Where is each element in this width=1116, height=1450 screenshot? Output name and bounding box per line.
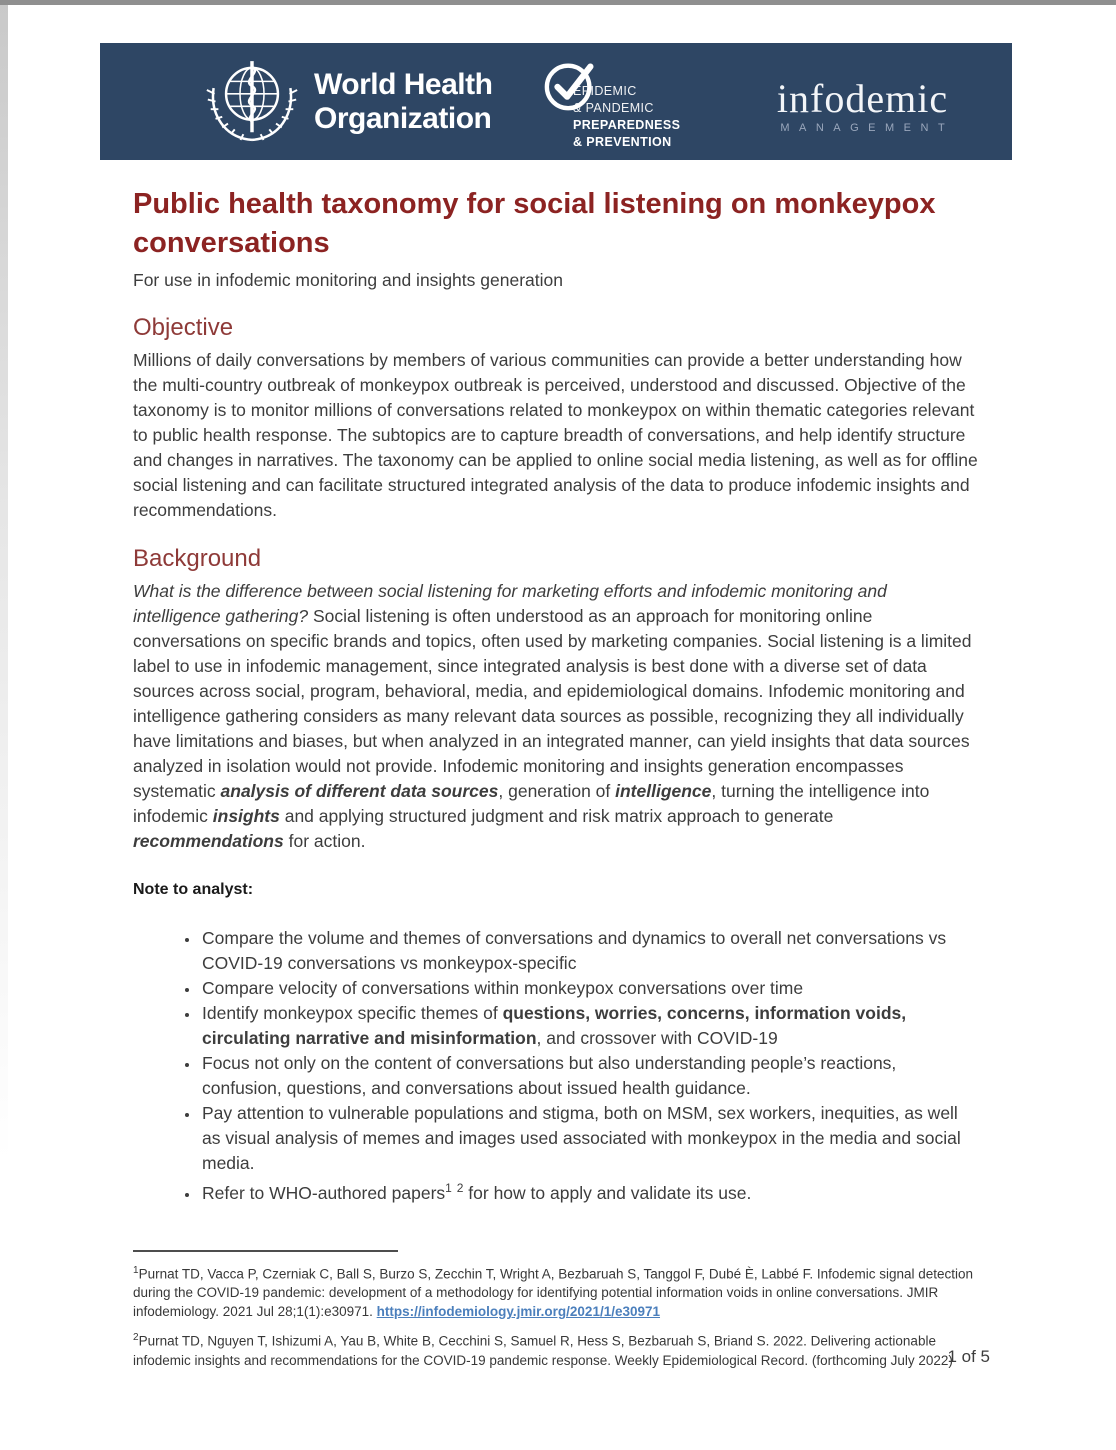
- who-emblem-icon: [204, 55, 300, 148]
- note-bullet-6-run2: for how to apply and validate its use.: [463, 1182, 752, 1203]
- infodemic-management-logo: [720, 76, 1005, 134]
- epp-line4: & PREVENTION: [573, 135, 672, 149]
- note-bullet-3-run1: Identify monkeypox specific themes of: [202, 1003, 503, 1023]
- footnote-1: [133, 1261, 978, 1322]
- infodemic-wordmark: infodemic: [776, 76, 949, 121]
- epidemic-pandemic-logo: [543, 56, 743, 151]
- page-number: 1 of 5: [947, 1347, 990, 1366]
- note-to-analyst-label: Note to analyst:: [133, 881, 254, 898]
- background-run3: , turning the intelligence into infodemic: [133, 781, 930, 826]
- background-paragraph: [133, 579, 978, 854]
- background-run5: for action.: [283, 831, 366, 851]
- footnote-1-text: Purnat TD, Vacca P, Czerniak C, Ball S, Burzo S, Zecchin T, Wright A, Bezbaruah S, Tanggol F, Dubé È, Labbé F. Infodemic signal detection during the COVID-19 pandemic: development of a methodology for identifying potential information voids in online conversations. JMIR infodemiology. 2021 Jul 28;1(1):e30971.: [133, 1266, 974, 1320]
- infodemic-management-label: MANAGEMENT: [780, 122, 955, 134]
- background-question-italic: What is the difference between social listening for marketing efforts and infodemic monitoring and intelligence gathering?: [133, 581, 887, 626]
- epp-line3: PREPAREDNESS: [573, 118, 681, 132]
- page-left-edge: [0, 5, 8, 1450]
- page-subtitle: For use in infodemic monitoring and insights generation: [133, 270, 563, 290]
- background-run4: and applying structured judgment and risk matrix approach to generate: [279, 806, 834, 826]
- who-logo-line2: Organization: [314, 101, 492, 135]
- footnote-ref-2: 2: [456, 1181, 464, 1195]
- note-bullet-6: [200, 1176, 978, 1206]
- background-bold3: insights: [212, 806, 280, 826]
- note-bullet-6-run1: Refer to WHO-authored papers: [202, 1182, 446, 1203]
- footnote-1-link[interactable]: https://infodemiology.jmir.org/2021/1/e30971: [376, 1304, 661, 1320]
- note-bullet-4: • Focus not only on the content of conversations but also understanding people’s reactions, confusion, questions, and conversations about issued health guidance.: [200, 1051, 978, 1101]
- background-bold4: recommendations: [133, 831, 284, 851]
- footnotes: [133, 1261, 978, 1370]
- background-bold1: analysis of different data sources: [220, 781, 499, 801]
- footnote-2: [133, 1328, 978, 1370]
- note-bullet-3: [200, 1001, 978, 1051]
- background-run2: , generation of: [498, 781, 616, 801]
- footnote-1-number: 1: [133, 1264, 139, 1276]
- epp-line1: EPIDEMIC: [573, 84, 637, 98]
- document-content: [133, 185, 978, 1377]
- epidemic-pandemic-logo-text: [573, 83, 680, 151]
- who-logo: [204, 55, 492, 148]
- footnote-2-number: 2: [133, 1332, 139, 1344]
- footnote-separator: [133, 1250, 398, 1252]
- footnote-2-text: Purnat TD, Nguyen T, Ishizumi A, Yau B, White B, Cecchini S, Samuel R, Hess S, Bezbaruah S, Briand S. 2022. Delivering actionable infodemic insights and recommendations for the COVID-19 pandemic response. Weekly Epidemiological Record. (forthcoming July 2022): [133, 1333, 953, 1368]
- note-bullet-1: • Compare the volume and themes of conversations and dynamics to overall net conversations vs COVID-19 conversations vs monkeypox-specific: [200, 926, 978, 976]
- page-title: Public health taxonomy for social listening on monkeypox conversations: [133, 188, 936, 259]
- background-heading: Background: [133, 545, 262, 572]
- page-top-edge: [0, 0, 1116, 5]
- background-bold2: intelligence: [615, 781, 712, 801]
- who-logo-line1: World Health: [314, 67, 493, 101]
- who-header-banner: [100, 43, 1012, 160]
- epp-line2: & PANDEMIC: [573, 101, 654, 115]
- objective-heading: Objective: [133, 314, 234, 341]
- objective-paragraph: Millions of daily conversations by members of various communities can provide a better understanding how the multi-country outbreak of monkeypox outbreak is perceived, understood and discussed. Objective of the taxonomy is to monitor millions of conversations related to monkeypox on within thematic categories relevant to public health response. The subtopics are to capture breadth of conversations, and help identify structure and changes in narratives. The taxonomy can be applied to online social media listening, as well as for offline social listening and can facilitate structured integrated analysis of the data to produce infodemic insights and recommendations.: [133, 350, 978, 520]
- analyst-note-list: [133, 926, 978, 1206]
- note-bullet-5: • Pay attention to vulnerable populations and stigma, both on MSM, sex workers, inequities, as well as visual analysis of memes and images used associated with monkeypox in the media and social media.: [200, 1101, 978, 1176]
- note-bullet-3-bold: questions, worries, concerns, information voids, circulating narrative and misinformation: [202, 1003, 907, 1048]
- background-run1: Social listening is often understood as an approach for monitoring online conversations on specific brands and topics, often used by marketing companies. Social listening is a limited label to use in infodemic management, since integrated analysis is best done with a diverse set of data sources across social, program, behavioral, media, and epidemiological domains. Infodemic monitoring and intelligence gathering considers as many relevant data sources as possible, recognizing they all individually have limitations and biases, but when analyzed in an integrated manner, can yield insights that data sources analyzed in isolation would not provide. Infodemic monitoring and insights generation encompasses systematic: [133, 606, 972, 801]
- footnote-ref-1: 1: [445, 1181, 452, 1195]
- note-bullet-3-run2: , and crossover with COVID-19: [536, 1028, 778, 1048]
- who-logo-text: [314, 68, 492, 136]
- note-bullet-2: • Compare velocity of conversations within monkeypox conversations over time: [200, 976, 978, 1001]
